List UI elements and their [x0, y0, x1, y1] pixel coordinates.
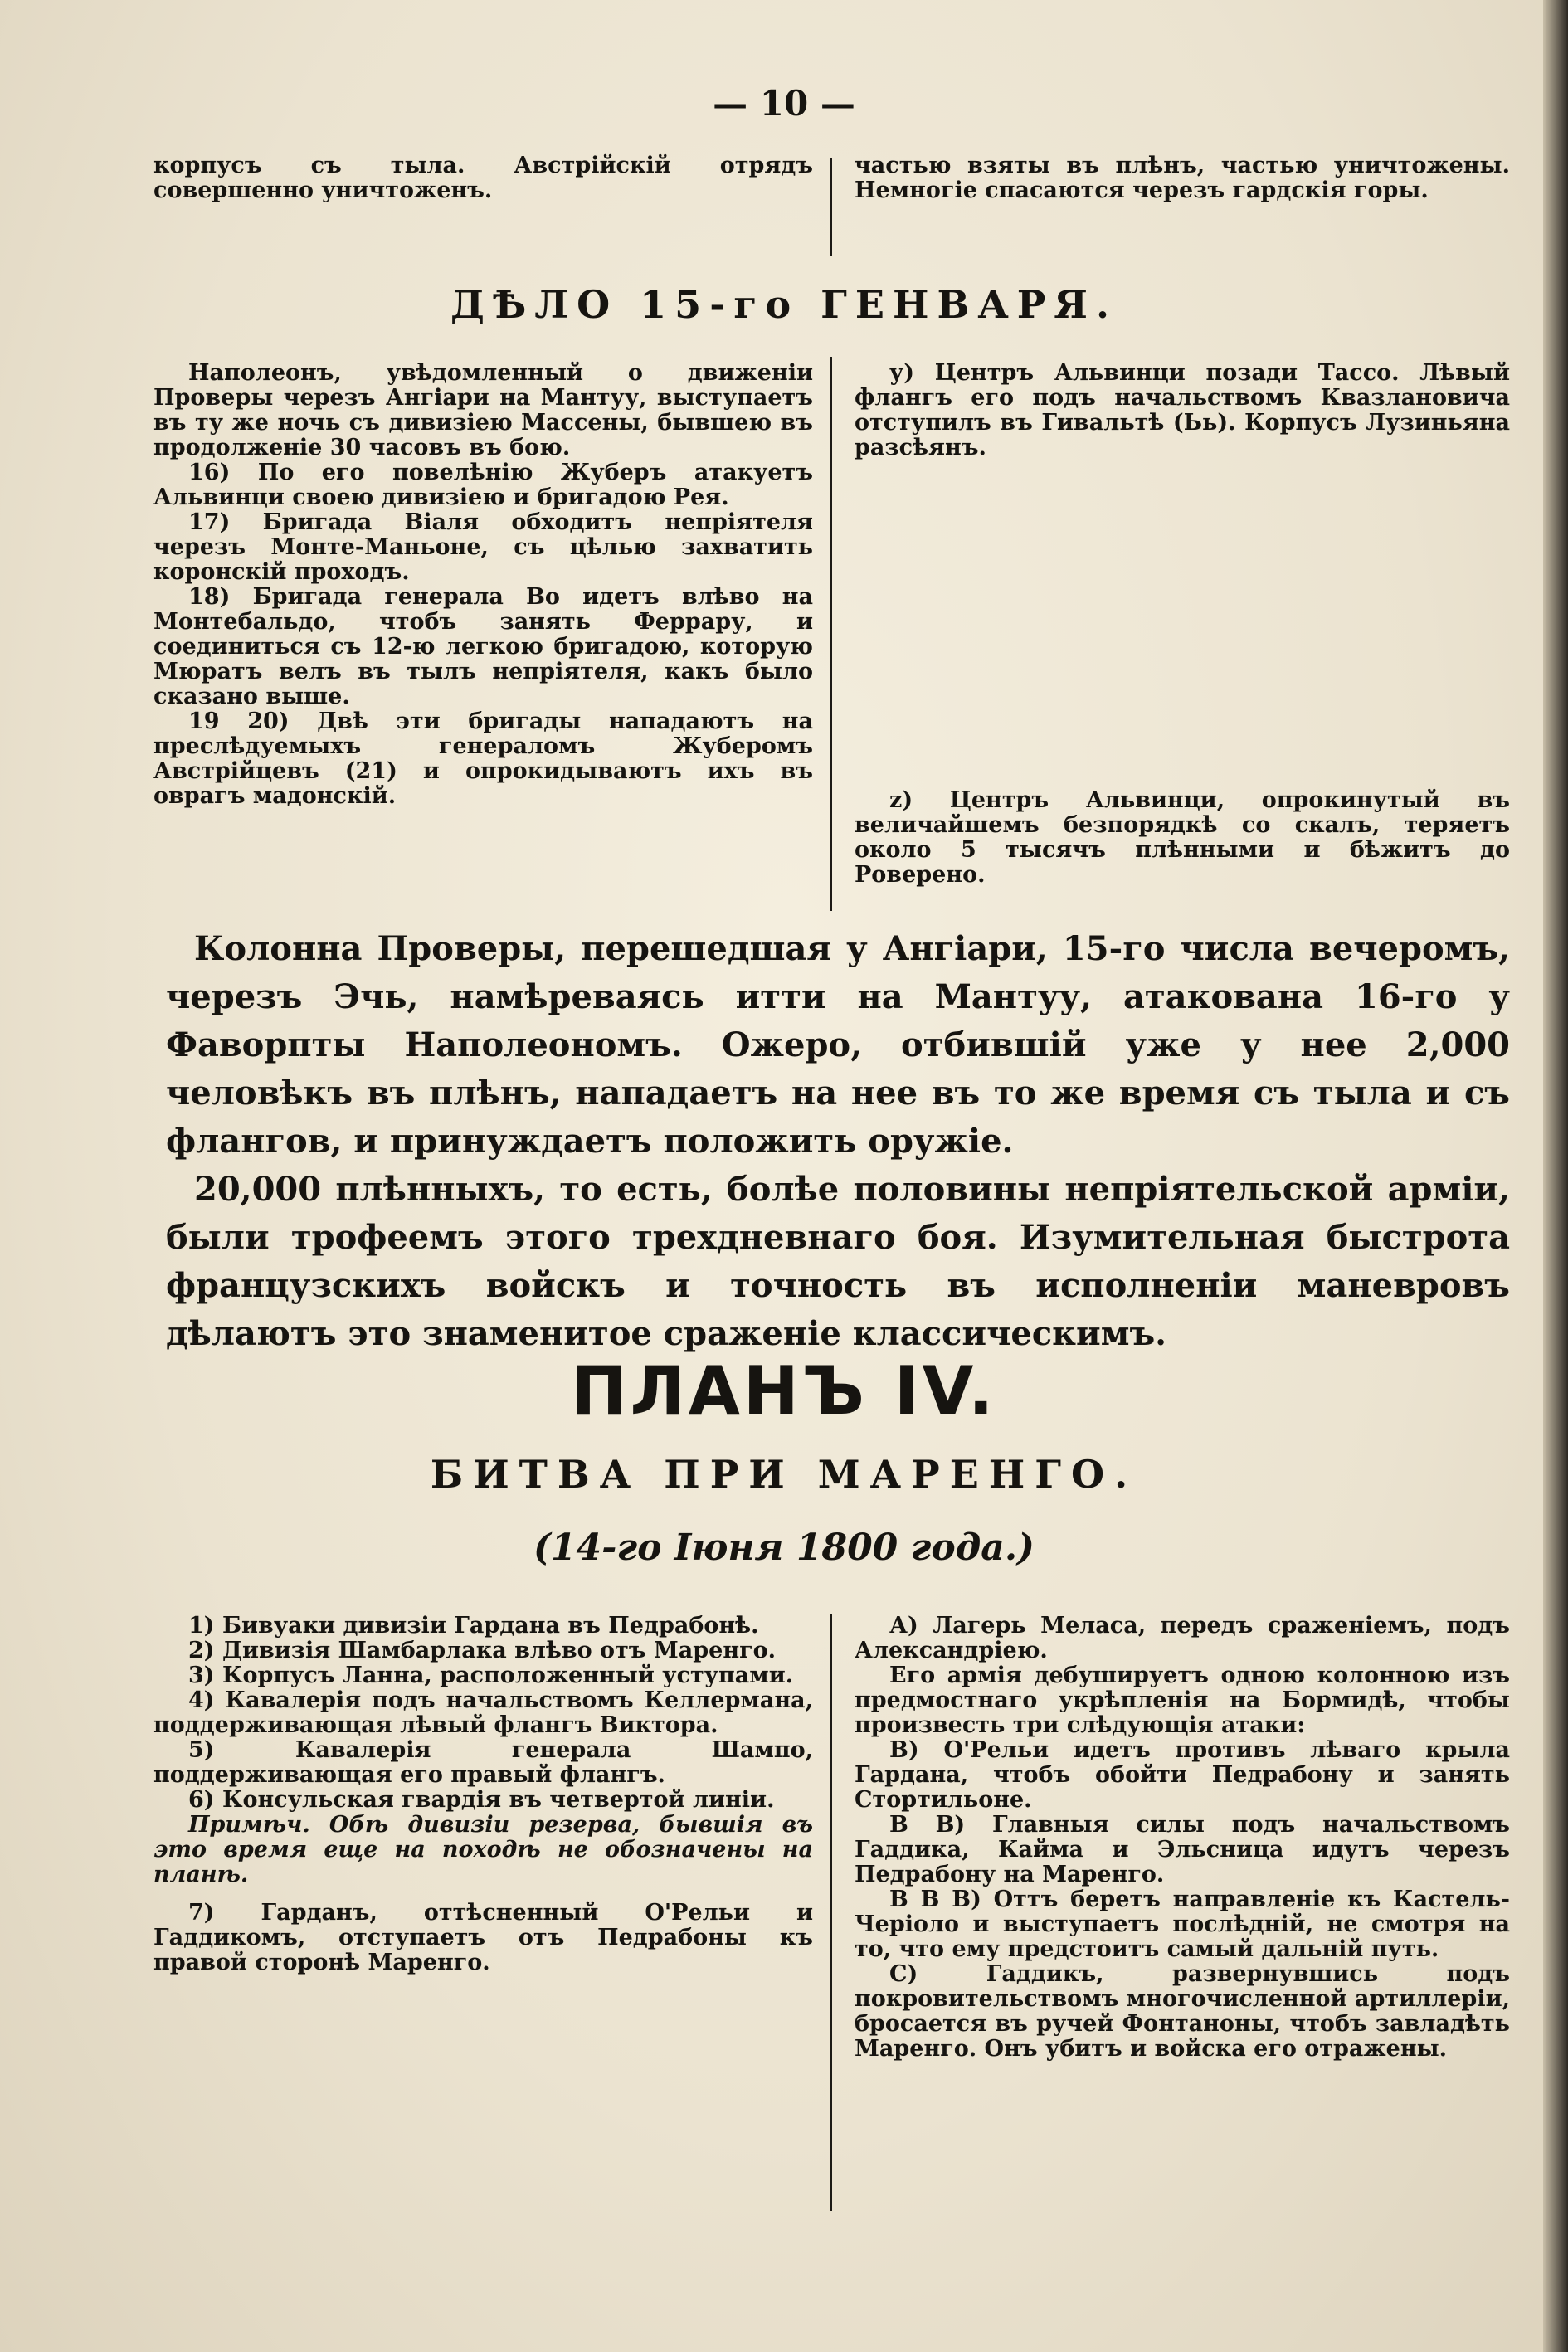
legend-item: 4) Кавалерія подъ начальствомъ Келлермана, поддерживающая лѣвый флангъ Виктора.	[153, 1687, 813, 1738]
legend-item: 3) Корпусъ Ланна, расположенный уступами.	[188, 1663, 794, 1688]
top-right-column	[855, 153, 1510, 203]
section1-right-column-bottom	[855, 788, 1510, 888]
paragraph: Колонна Проверы, перешедшая у Ангіари, 15-го числа вечеромъ, черезъ Эчь, намѣреваясь итти на Мантуу, атакована 16-го у Фаворпты Наполеономъ. Ожеро, отбившій уже у нее 2,000 человѣкъ въ плѣнъ, нападаетъ на нее въ то же время съ тыла и съ флангов, и принуждаетъ положить оружіе.	[166, 929, 1510, 1161]
top-left-text: корпусъ съ тыла. Австрійскій отрядъ совершенно уничтоженъ.	[153, 153, 813, 203]
battle-date: (14-го Іюня 1800 года.)	[533, 1527, 1035, 1569]
plan-right-column	[855, 1614, 1510, 2062]
page-edge-shadow	[1543, 0, 1568, 2352]
legend-note: Примѣч. Обѣ дивизіи резерва, бывшія въ это время еще на походѣ не обозначены на планѣ.	[153, 1812, 813, 1887]
paragraph: 19 20) Двѣ эти бригады нападаютъ на преслѣдуемыхъ генераломъ Жуберомъ Австрійцевъ (21) и опрокидываютъ ихъ въ оврагъ мадонскій.	[153, 709, 813, 809]
paragraph: 16) По его повелѣнію Жуберъ атакуетъ Альвинци своею дивизіею и бригадою Рея.	[153, 460, 813, 510]
narrative-text	[166, 925, 1510, 1358]
legend-item: 7) Гарданъ, оттѣсненный О'Рельи и Гаддикомъ, отступаетъ отъ Педрабоны къ правой сторонѣ Маренго.	[153, 1900, 813, 1975]
legend-item: В В В) Оттъ беретъ направленіе къ Кастель-Черіоло и выступаетъ послѣдній, не смотря на то, что ему предстоитъ самый дальній путь.	[855, 1887, 1510, 1962]
legend-item: 2) Дивизія Шамбарлака влѣво отъ Маренго.	[188, 1638, 777, 1663]
column-divider	[830, 357, 832, 911]
plan-title: ПЛАНЪ IV.	[571, 1352, 997, 1429]
column-divider	[830, 1614, 832, 2211]
top-right-text: частью взяты въ плѣнъ, частью уничтожены. Немногіе спасаются черезъ гардскія горы.	[855, 153, 1510, 203]
page-number: — 10 —	[713, 83, 855, 124]
top-left-column	[153, 153, 813, 203]
paragraph: 18) Бригада генерала Во идетъ влѣво на Монтебальдо, чтобъ занять Феррару, и соединиться съ 12-ю легкою бригадою, которую Мюратъ велъ въ тылъ непріятеля, какъ было сказано выше.	[153, 584, 813, 709]
legend-item: А) Лагерь Меласа, передъ сраженіемъ, подъ Александріею.	[855, 1613, 1510, 1663]
legend-item: 1) Бивуаки дивизіи Гардана въ Педрабонѣ.	[188, 1613, 759, 1639]
plan-left-column	[153, 1614, 813, 1975]
paragraph: 17) Бригада Віаля обходитъ непріятеля черезъ Монте-Маньоне, съ цѣлью захватить коронскій проходъ.	[153, 509, 813, 585]
section-title: ДѢЛО 15-го ГЕНВАРЯ.	[450, 282, 1118, 327]
legend-item: В) О'Рельи идетъ противъ лѣваго крыла Гардана, чтобъ обойти Педрабону и занять Стортильоне.	[855, 1737, 1510, 1813]
paragraph: 20,000 плѣнныхъ, то есть, болѣе половины непріятельской арміи, были трофеемъ этого трехдневнаго боя. Изумительная быстрота французскихъ войскъ и точность въ исполненіи маневровъ дѣлаютъ это знаменитое сраженіе классическимъ.	[166, 1170, 1510, 1353]
paragraph: z) Центръ Альвинци, опрокинутый въ величайшемъ безпорядкѣ со скалъ, теряетъ около 5 тысячъ плѣнными и бѣжитъ до Роверено.	[855, 787, 1510, 888]
battle-title: БИТВА ПРИ МАРЕНГО.	[430, 1452, 1138, 1497]
legend-item: Его армія дебушируетъ одною колонною изъ предмостнаго укрѣпленія на Бормидѣ, чтобы произвесть три слѣдующія атаки:	[855, 1663, 1510, 1738]
paragraph: Наполеонъ, увѣдомленный о движеніи Проверы черезъ Ангіари на Мантуу, выступаетъ въ ту же ночь съ дивизіею Массены, бывшею въ продолженіе 30 часовъ въ бою.	[153, 360, 813, 460]
legend-item: С) Гаддикъ, развернувшись подъ покровительствомъ многочисленной артиллеріи, бросается въ ручей Фонтаноны, чтобъ завладѣть Маренго. Онъ убитъ и войска его отражены.	[855, 1961, 1510, 2062]
legend-item: В В) Главныя силы подъ начальствомъ Гаддика, Кайма и Эльсница идутъ черезъ Педрабону на Маренго.	[855, 1812, 1510, 1887]
column-divider	[830, 158, 832, 256]
section1-right-column-top	[855, 361, 1510, 460]
paragraph: у) Центръ Альвинци позади Тассо. Лѣвый флангъ его подъ начальствомъ Квазлановича отступилъ въ Гивальтѣ (Ьь). Корпусъ Лузиньяна разсѣянъ.	[855, 360, 1510, 460]
legend-item: 5) Кавалерія генерала Шампо, поддерживающая его правый флангъ.	[153, 1737, 813, 1788]
legend-item: 6) Консульская гвардія въ четвертой линіи.	[188, 1787, 775, 1813]
section1-left-column	[153, 361, 813, 809]
